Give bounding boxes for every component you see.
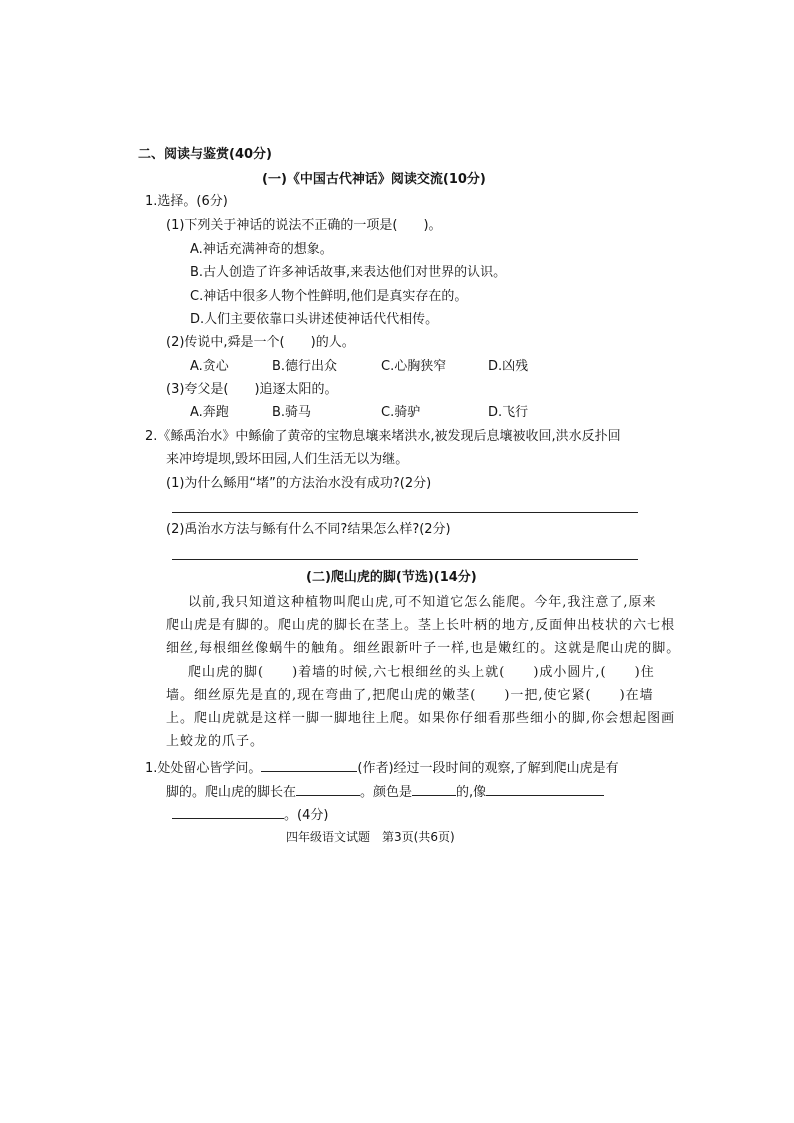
q1-sub3-option-d: D.飞行: [488, 405, 529, 420]
q1-sub1-stem: (1)下列关于神话的说法不正确的一项是( )。: [166, 218, 442, 233]
q1-sub2-option-a: A.贪心: [190, 359, 229, 374]
part2-q1-text-d: 。颜色是: [360, 785, 413, 800]
q1-sub1-option-d: D.人们主要依靠口头讲述使神话代代相传。: [190, 312, 439, 327]
part2-q1-line1: [145, 757, 619, 778]
passage-line-4: 爬山虎的脚( )着墙的时候,六七根细丝的头上就( )成小圆片,( )住: [188, 665, 655, 680]
part2-title: (二)爬山虎的脚(节选)(14分): [306, 570, 477, 585]
part2-q1-line2: [166, 781, 604, 802]
passage-line-7: 上蛟龙的爪子。: [166, 734, 265, 749]
part2-q1-text-a: 1.处处留心皆学问。: [145, 761, 262, 776]
q2-sub2-question: (2)禹治水方法与鲧有什么不同?结果怎么样?(2分): [166, 522, 451, 537]
location-blank[interactable]: [296, 781, 360, 796]
passage-line-5: 墙。细丝原先是直的,现在弯曲了,把爬山虎的嫩茎( )一把,使它紧( )在墙: [166, 688, 654, 703]
part2-q1-text-b: (作者)经过一段时间的观察,了解到爬山虎是有: [357, 761, 619, 776]
q1-sub2-option-d: D.凶残: [488, 359, 529, 374]
q1-label: 1.选择。(6分): [145, 194, 228, 209]
q1-sub2-option-c: C.心胸狭窄: [381, 359, 447, 374]
likeness-blank-1[interactable]: [486, 781, 604, 796]
q2-sub1-answer-line[interactable]: [172, 512, 638, 513]
passage-line-3: 细丝,每根细丝像蜗牛的触角。细丝跟新叶子一样,也是嫩红的。这就是爬山虎的脚。: [166, 641, 681, 656]
passage-line-1: 以前,我只知道这种植物叫爬山虎,可不知道它怎么能爬。今年,我注意了,原来: [188, 595, 657, 610]
q1-sub1-option-a: A.神话充满神奇的想象。: [190, 242, 333, 257]
q1-sub1-option-c: C.神话中很多人物个性鲜明,他们是真实存在的。: [190, 289, 468, 304]
q1-sub3-option-b: B.骑马: [272, 405, 312, 420]
q2-stem-line1: 2.《鲧禹治水》中鲧偷了黄帝的宝物息壤来堵洪水,被发现后息壤被收回,洪水反扑回: [145, 429, 621, 444]
q1-sub2-stem: (2)传说中,舜是一个( )的人。: [166, 335, 355, 350]
q2-stem-line2: 来冲垮堤坝,毁坏田园,人们生活无以为继。: [166, 452, 409, 467]
q2-sub1-question: (1)为什么鲧用“堵”的方法治水没有成功?(2分): [166, 476, 432, 491]
passage-line-2: 爬山虎是有脚的。爬山虎的脚长在茎上。茎上长叶柄的地方,反面伸出枝状的六七根: [166, 618, 676, 633]
q1-sub3-option-a: A.奔跑: [190, 405, 229, 420]
color-blank[interactable]: [412, 781, 456, 796]
passage-line-6: 上。爬山虎就是这样一脚一脚地往上爬。如果你仔细看那些细小的脚,你会想起图画: [166, 711, 676, 726]
page-footer: 四年级语文试题 第3页(共6页): [286, 830, 455, 844]
part1-title: (一)《中国古代神话》阅读交流(10分): [262, 172, 486, 187]
q1-sub3-option-c: C.骑驴: [381, 405, 421, 420]
likeness-blank-2[interactable]: [172, 804, 284, 819]
part2-q1-line3: [172, 804, 328, 825]
part2-q1-text-f: 。(4分): [284, 808, 329, 823]
section-title: 二、阅读与鉴赏(40分): [138, 147, 272, 162]
part2-q1-text-c: 脚的。爬山虎的脚长在: [166, 785, 297, 800]
author-blank[interactable]: [261, 757, 357, 772]
q1-sub1-option-b: B.古人创造了许多神话故事,来表达他们对世界的认识。: [190, 265, 507, 280]
q2-sub2-answer-line[interactable]: [172, 559, 638, 560]
q1-sub3-stem: (3)夸父是( )追逐太阳的。: [166, 382, 338, 397]
part2-q1-text-e: 的,像: [456, 785, 487, 800]
q1-sub2-option-b: B.德行出众: [272, 359, 338, 374]
